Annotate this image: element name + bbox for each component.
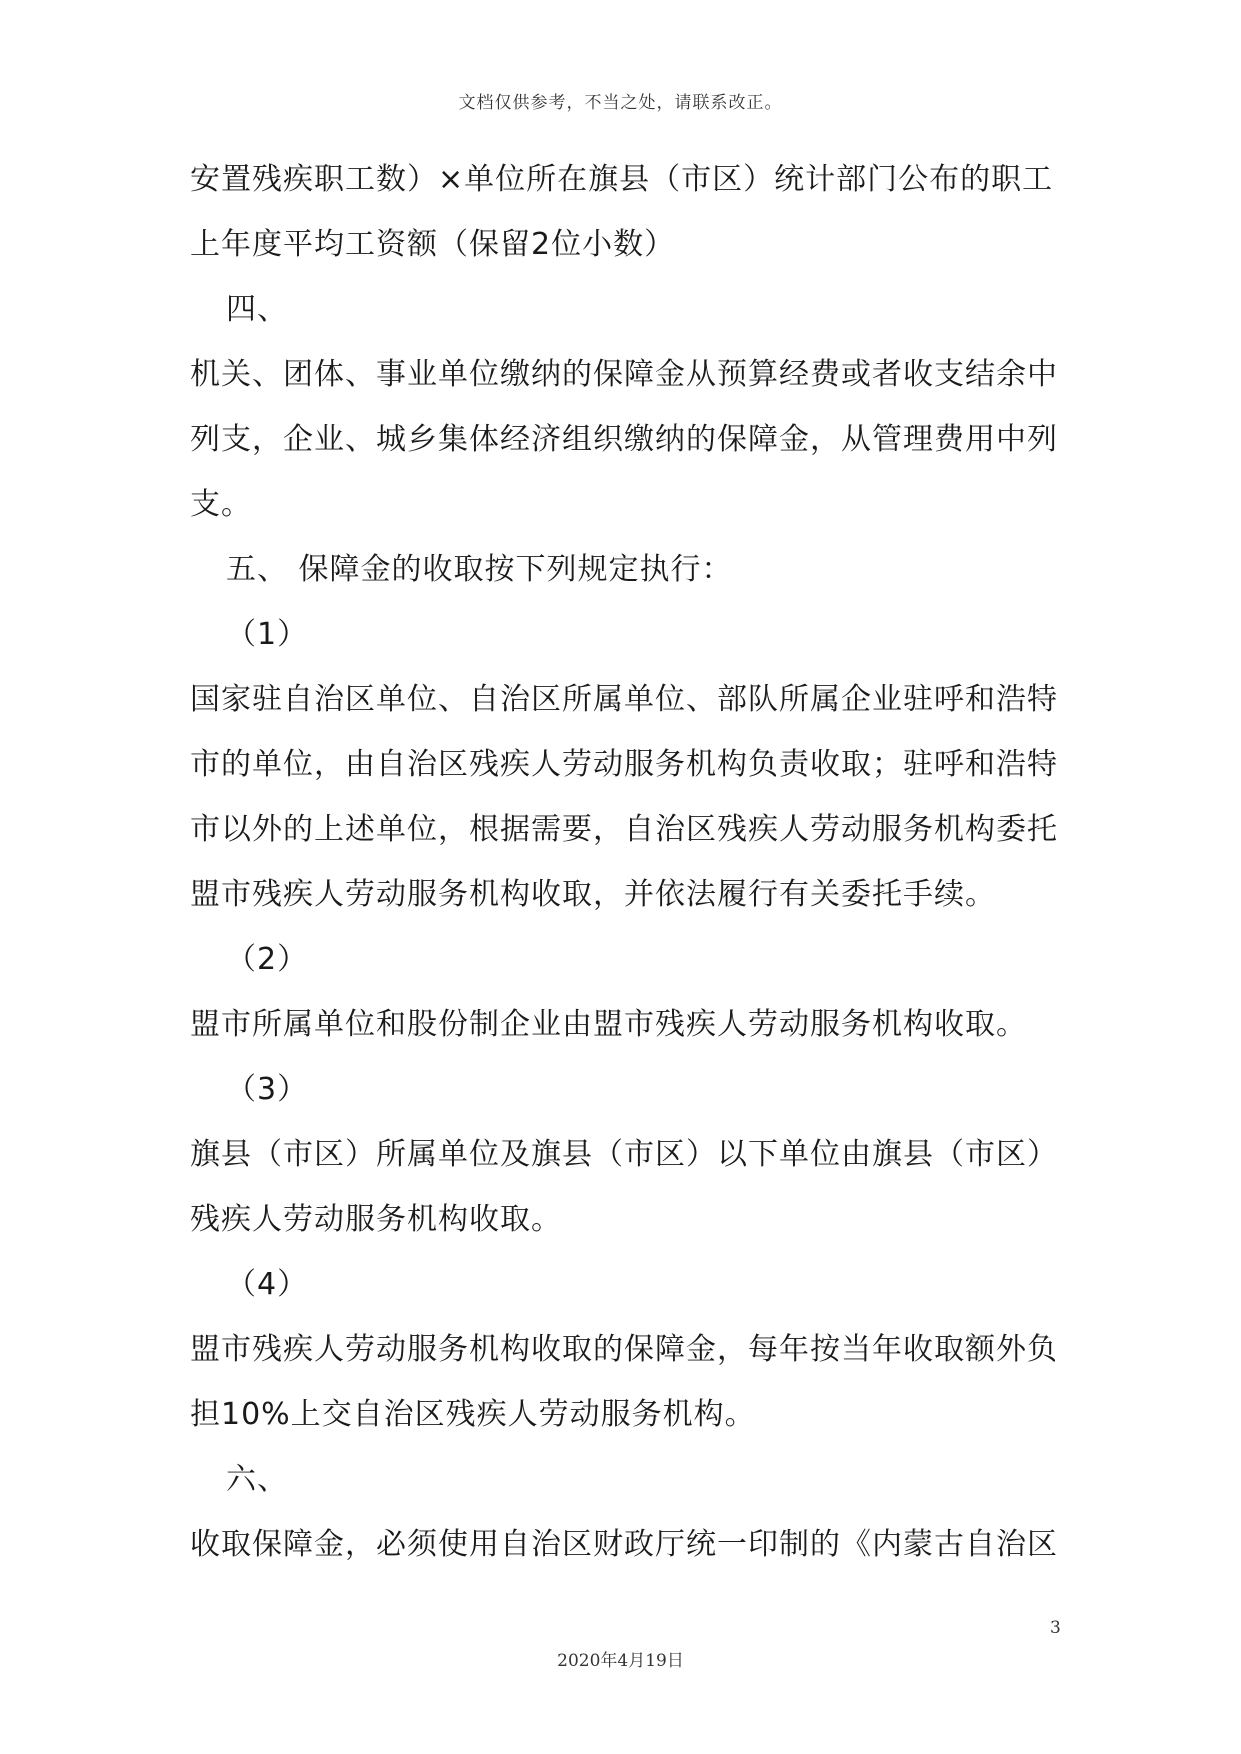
header-note: 文档仅供参考，不当之处，请联系改正。	[458, 93, 783, 113]
document-body	[190, 160, 1058, 1590]
body-line: 旗县（市区）所属单位及旗县（市区）以下单位由旗县（市区）	[190, 1137, 1058, 1172]
body-line: 盟市所属单位和股份制企业由盟市残疾人劳动服务机构收取。	[190, 1007, 1027, 1042]
list-marker-4: （4）	[226, 1267, 309, 1302]
body-line: 机关、团体、事业单位缴纳的保障金从预算经费或者收支结余中	[190, 357, 1058, 392]
body-line: 担10%上交自治区残疾人劳动服务机构。	[190, 1397, 756, 1432]
body-line: 盟市残疾人劳动服务机构收取的保障金，每年按当年收取额外负	[190, 1332, 1058, 1367]
body-line: 盟市残疾人劳动服务机构收取，并依法履行有关委托手续。	[190, 877, 996, 912]
body-line: 市以外的上述单位，根据需要，自治区残疾人劳动服务机构委托	[190, 812, 1058, 847]
body-line: 安置残疾职工数）×单位所在旗县（市区）统计部门公布的职工	[190, 162, 1054, 197]
footer-date: 2020年4月19日	[557, 1651, 684, 1671]
list-marker-1: （1）	[226, 617, 309, 652]
body-line: 市的单位，由自治区残疾人劳动服务机构负责收取；驻呼和浩特	[190, 747, 1058, 782]
body-line: 上年度平均工资额（保留2位小数）	[190, 227, 676, 262]
body-line: 列支，企业、城乡集体经济组织缴纳的保障金，从管理费用中列	[190, 422, 1058, 457]
section-heading-six: 六、	[226, 1462, 288, 1497]
body-line: 支。	[190, 487, 252, 522]
section-heading-five: 五、 保障金的收取按下列规定执行：	[226, 552, 733, 587]
body-line: 国家驻自治区单位、自治区所属单位、部队所属企业驻呼和浩特	[190, 682, 1058, 717]
section-heading-four: 四、	[226, 292, 288, 327]
page-number: 3	[1050, 1618, 1061, 1638]
list-marker-2: （2）	[226, 942, 309, 977]
list-marker-3: （3）	[226, 1072, 309, 1107]
body-line: 收取保障金，必须使用自治区财政厅统一印制的《内蒙古自治区	[190, 1527, 1058, 1562]
body-line: 残疾人劳动服务机构收取。	[190, 1202, 562, 1237]
